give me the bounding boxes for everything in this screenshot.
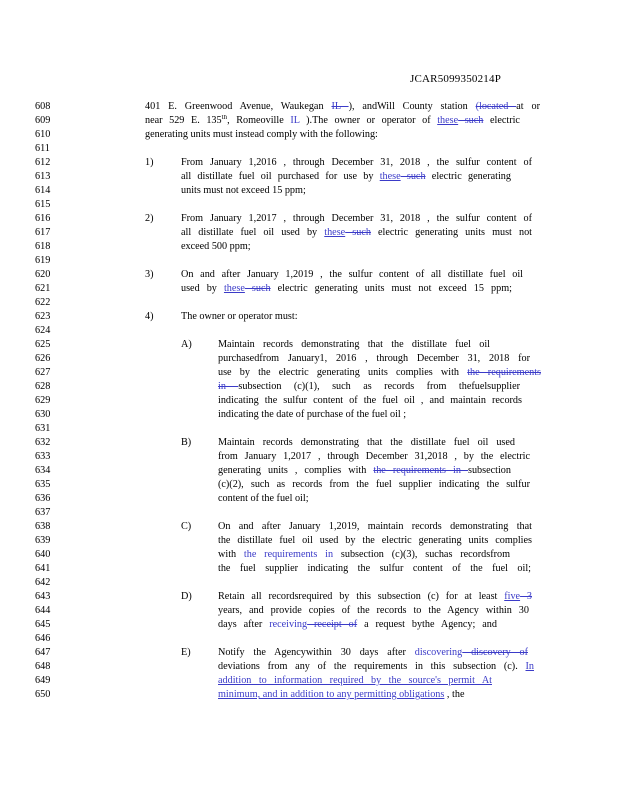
- line-number: 648: [35, 661, 51, 672]
- text-line-620: On and after January 1,2019 , the sulfur content of all distillate fuel oil: [181, 269, 523, 280]
- line-number: 628: [35, 381, 51, 392]
- text-line-643: Retain all recordsrequired by this subsection (c) for at least five 3: [218, 591, 532, 602]
- line-number: 617: [35, 227, 51, 238]
- line-number: 625: [35, 339, 51, 350]
- line-number: 624: [35, 325, 51, 336]
- text-line-630: indicating the date of purchase of the fuel oil ;: [218, 409, 407, 420]
- text-line-647: Notify the Agencywithin 30 days after discovering discovery of: [218, 647, 528, 658]
- line-number: 649: [35, 675, 51, 686]
- line-number: 610: [35, 129, 51, 140]
- text-line-623: The owner or operator must:: [181, 311, 298, 322]
- line-number: 609: [35, 115, 51, 126]
- subitem-label-e: E): [181, 647, 191, 658]
- line-number: 641: [35, 563, 51, 574]
- line-number: 632: [35, 437, 51, 448]
- text-line-618: exceed 500 ppm;: [181, 241, 251, 252]
- text-line-610: generating units must instead comply with the following:: [145, 129, 378, 140]
- line-number: 633: [35, 451, 51, 462]
- line-number: 631: [35, 423, 51, 434]
- line-number: 620: [35, 269, 51, 280]
- text-line-648: deviations from any of the requirements in this subsection (c). In: [218, 661, 534, 672]
- line-number: 622: [35, 297, 51, 308]
- text-line-616: From January 1,2017 , through December 31, 2018 , the sulfur content of: [181, 213, 532, 224]
- line-number: 619: [35, 255, 51, 266]
- line-number: 647: [35, 647, 51, 658]
- text-line-639: the distillate fuel oil used by the electric generating units complies: [218, 535, 532, 546]
- text-line-644: years, and provide copies of the records to the Agency within 30: [218, 605, 529, 616]
- text-line-650: minimum, and in addition to any permitting obligations , the: [218, 689, 465, 700]
- line-number: 621: [35, 283, 51, 294]
- item-label-3: 3): [145, 269, 154, 280]
- text-line-629: indicating the sulfur content of the fuel oil , and maintain records: [218, 395, 522, 406]
- line-number: 618: [35, 241, 51, 252]
- text-line-613: all distillate fuel oil purchased for use by these such electric generating: [181, 171, 511, 182]
- text-line-609: near 529 E. 135th, Romeoville IL ).The owner or operator of these such electric: [145, 115, 520, 126]
- line-number: 630: [35, 409, 51, 420]
- text-line-621: used by these such electric generating units must not exceed 15 ppm;: [181, 283, 512, 294]
- subitem-label-d: D): [181, 591, 192, 602]
- line-number: 635: [35, 479, 51, 490]
- line-number: 614: [35, 185, 51, 196]
- text-line-649: addition to information required by the source's permit At: [218, 675, 492, 686]
- text-line-628: in subsection (c)(1), such as records from thefuelsupplier: [218, 381, 520, 392]
- text-line-635: (c)(2), such as records from the fuel supplier indicating the sulfur: [218, 479, 530, 490]
- text-line-627: use by the electric generating units complies with the requirements: [218, 367, 541, 378]
- line-number: 650: [35, 689, 51, 700]
- subitem-label-a: A): [181, 339, 192, 350]
- line-number: 645: [35, 619, 51, 630]
- line-number: 637: [35, 507, 51, 518]
- document-id-header: JCAR5099350214P: [410, 73, 502, 85]
- line-number: 629: [35, 395, 51, 406]
- line-number: 616: [35, 213, 51, 224]
- line-number: 634: [35, 465, 51, 476]
- item-label-1: 1): [145, 157, 154, 168]
- line-number: 644: [35, 605, 51, 616]
- line-number: 623: [35, 311, 51, 322]
- text-line-640: with the requirements in subsection (c)(3), suchas recordsfrom: [218, 549, 510, 560]
- text-line-633: from January 1,2017 , through December 31,2018 , by the electric: [218, 451, 530, 462]
- line-number: 627: [35, 367, 51, 378]
- text-line-608: 401 E. Greenwood Avenue, Waukegan IL ), andWill County station (located at or: [145, 101, 540, 112]
- line-number: 613: [35, 171, 51, 182]
- item-label-4: 4): [145, 311, 154, 322]
- line-number: 611: [35, 143, 50, 154]
- line-number: 636: [35, 493, 51, 504]
- text-line-617: all distillate fuel oil used by these such electric generating units must not: [181, 227, 532, 238]
- text-line-638: On and after January 1,2019, maintain records demonstrating that: [218, 521, 532, 532]
- line-number: 646: [35, 633, 51, 644]
- subitem-label-b: B): [181, 437, 192, 448]
- line-number: 615: [35, 199, 51, 210]
- text-line-614: units must not exceed 15 ppm;: [181, 185, 306, 196]
- item-label-2: 2): [145, 213, 154, 224]
- line-number: 608: [35, 101, 51, 112]
- subitem-label-c: C): [181, 521, 192, 532]
- line-number: 640: [35, 549, 51, 560]
- text-line-634: generating units , complies with the requirements in subsection: [218, 465, 511, 476]
- text-line-641: the fuel supplier indicating the sulfur content of the fuel oil;: [218, 563, 531, 574]
- text-line-645: days after receiving receipt of a request bythe Agency; and: [218, 619, 497, 630]
- text-line-636: content of the fuel oil;: [218, 493, 309, 504]
- line-number: 639: [35, 535, 51, 546]
- line-number: 638: [35, 521, 51, 532]
- line-number: 643: [35, 591, 51, 602]
- text-line-612: From January 1,2016 , through December 31, 2018 , the sulfur content of: [181, 157, 532, 168]
- text-line-632: Maintain records demonstrating that the distillate fuel oil used: [218, 437, 515, 448]
- line-number: 612: [35, 157, 51, 168]
- text-line-626: purchasedfrom January1, 2016 , through December 31, 2018 for: [218, 353, 530, 364]
- text-line-625: Maintain records demonstrating that the distillate fuel oil: [218, 339, 490, 350]
- line-number: 626: [35, 353, 51, 364]
- line-number: 642: [35, 577, 51, 588]
